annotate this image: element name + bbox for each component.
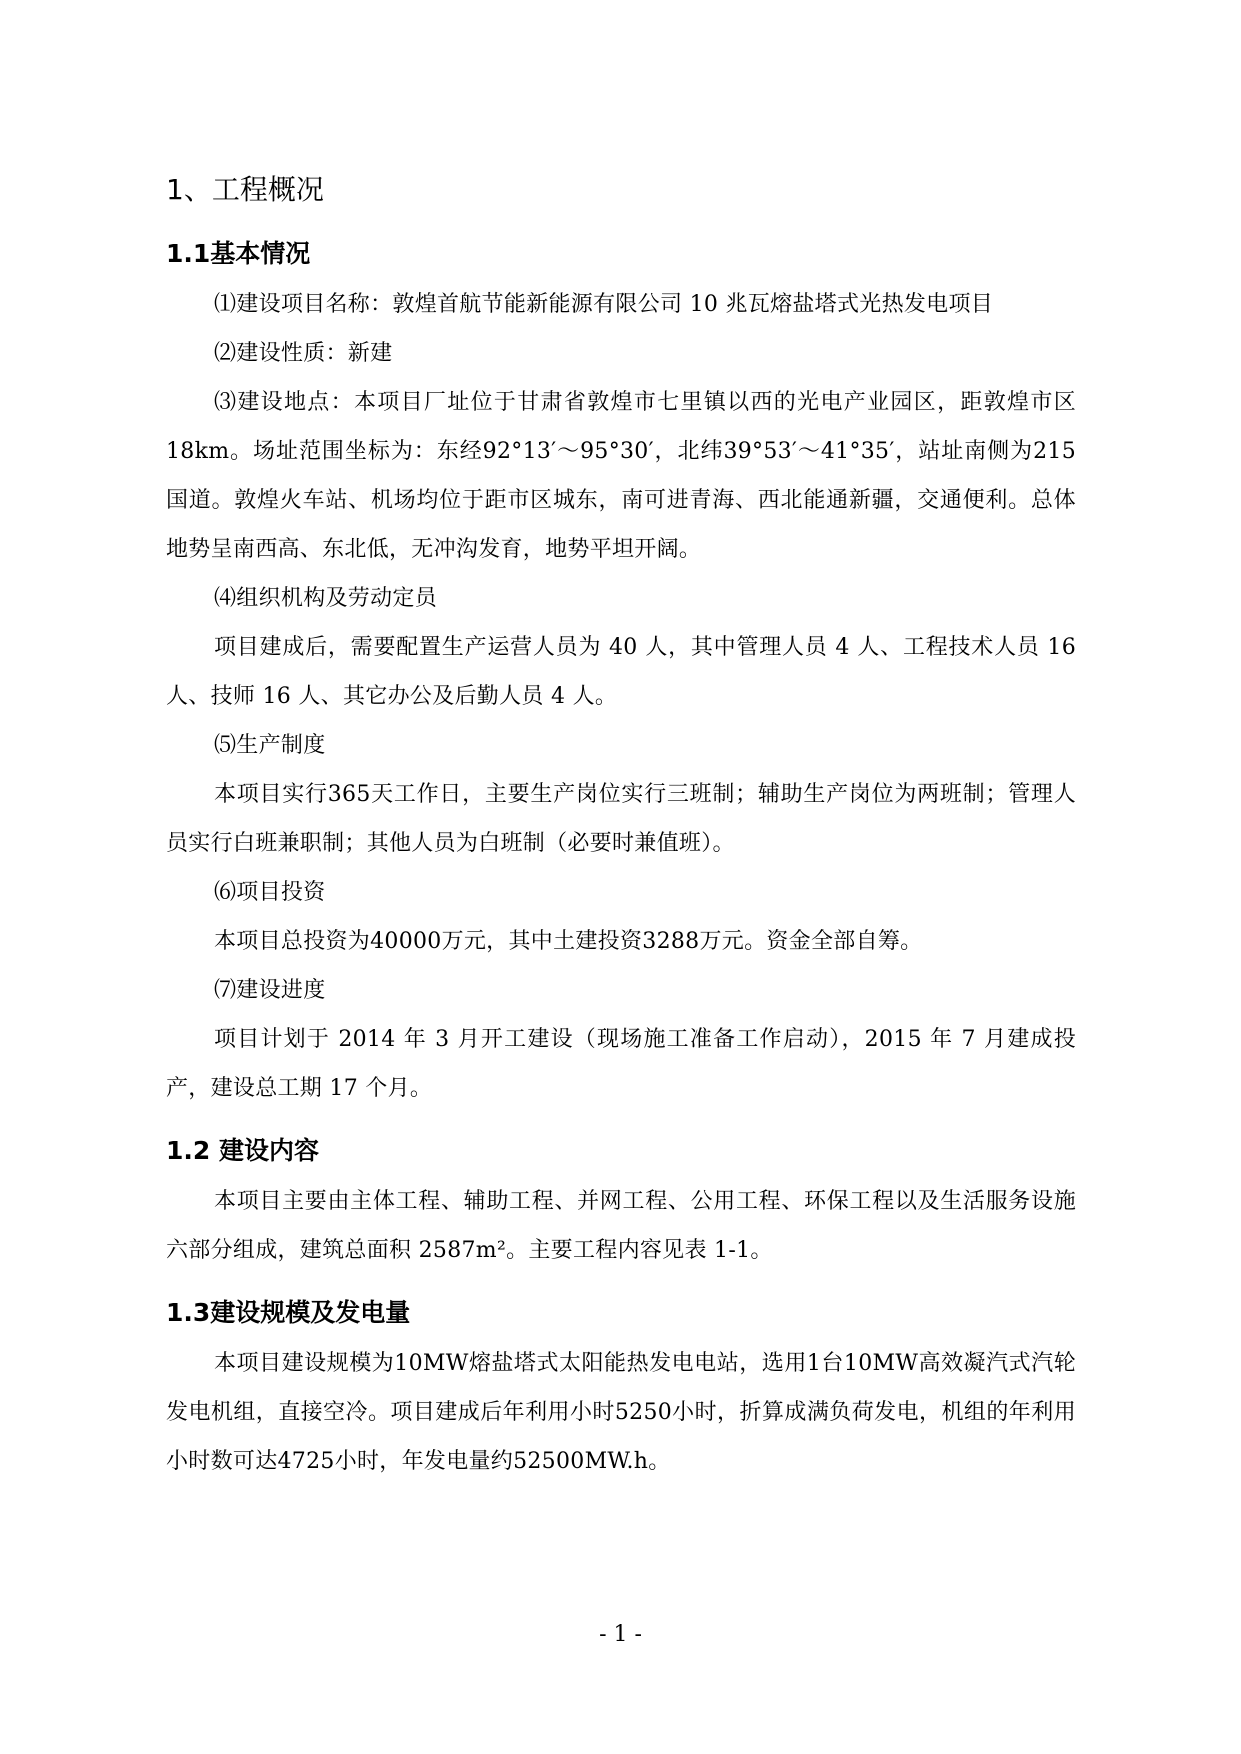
page-content	[166, 170, 1076, 1486]
page-number: - 1 -	[599, 1622, 642, 1647]
paragraph-investment: 本项目总投资为40000万元，其中土建投资3288万元。资金全部自筹。	[214, 929, 923, 954]
paragraph-production-system-heading: ⑸生产制度	[214, 733, 326, 758]
paragraph-organization-heading: ⑷组织机构及劳动定员	[214, 586, 438, 611]
paragraph-investment-heading: ⑹项目投资	[214, 880, 326, 905]
paragraph-schedule: 项目计划于 2014 年 3 月开工建设（现场施工准备工作启动），2015 年 7 月建成投产，建设总工期 17 个月。	[166, 1027, 1076, 1101]
chapter-heading: 1、工程概况	[166, 173, 324, 206]
section-1-3-heading: 1.3建设规模及发电量	[166, 1298, 411, 1327]
paragraph-project-name: ⑴建设项目名称：敦煌首航节能新能源有限公司 10 兆瓦熔盐塔式光热发电项目	[214, 292, 994, 317]
section-1-2-heading: 1.2 建设内容	[166, 1136, 319, 1165]
paragraph-staffing: 项目建成后，需要配置生产运营人员为 40 人，其中管理人员 4 人、工程技术人员 16 人、技师 16 人、其它办公及后勤人员 4 人。	[166, 635, 1076, 709]
paragraph-production-system: 本项目实行365天工作日，主要生产岗位实行三班制；辅助生产岗位为两班制；管理人员实行白班兼职制；其他人员为白班制（必要时兼值班）。	[166, 782, 1076, 856]
paragraph-construction-content: 本项目主要由主体工程、辅助工程、并网工程、公用工程、环保工程以及生活服务设施六部分组成，建筑总面积 2587m²。主要工程内容见表 1-1。	[166, 1189, 1076, 1263]
section-1-1-heading: 1.1基本情况	[166, 239, 311, 268]
paragraph-scale-and-generation: 本项目建设规模为10MW熔盐塔式太阳能热发电电站，选用1台10MW高效凝汽式汽轮发电机组，直接空冷。项目建成后年利用小时5250小时，折算成满负荷发电，机组的年利用小时数可达4725小时，年发电量约52500MW.h。	[166, 1351, 1076, 1474]
paragraph-construction-nature: ⑵建设性质：新建	[214, 341, 393, 366]
paragraph-schedule-heading: ⑺建设进度	[214, 978, 326, 1003]
paragraph-location: ⑶建设地点：本项目厂址位于甘肃省敦煌市七里镇以西的光电产业园区，距敦煌市区18km。场址范围坐标为：东经92°13′～95°30′，北纬39°53′～41°35′，站址南侧为215国道。敦煌火车站、机场均位于距市区城东，南可进青海、西北能通新疆，交通便利。总体地势呈南西高、东北低，无冲沟发育，地势平坦开阔。	[166, 390, 1076, 562]
